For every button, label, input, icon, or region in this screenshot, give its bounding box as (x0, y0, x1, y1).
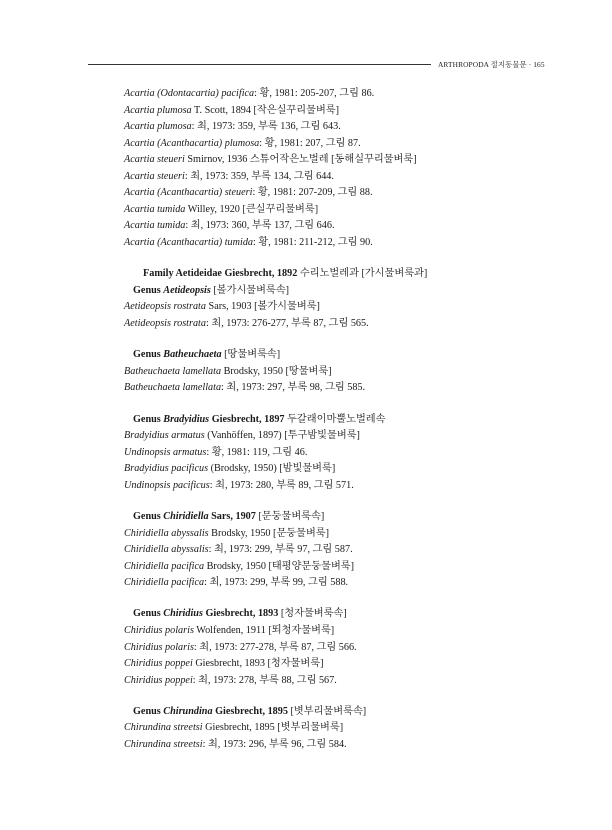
citation-line (124, 478, 354, 494)
authority-text: Smirnov, 1936 스튜어작은노벌레 [동해실꾸리물벼룩] (184, 154, 417, 166)
species-name: Bradyidius armatus (124, 430, 205, 441)
species-entry (124, 428, 360, 444)
species-name: Chiridius poppei (124, 674, 193, 686)
genus-heading (133, 509, 324, 525)
genus-prefix: Genus (133, 608, 164, 620)
authority-text: Wolfenden, 1911 [뙤청자물벼룩] (193, 624, 335, 636)
genus-korean-name: [땅물벼룩속] (221, 349, 281, 361)
genus-label (133, 349, 222, 360)
citation-line (124, 316, 369, 332)
species-name: Acartia plumosa (124, 121, 192, 133)
citation-text: : 최, 1973: 277-278, 부록 87, 그림 566. (193, 641, 357, 653)
species-name: Acartia tumida (124, 220, 186, 232)
genus-name: Batheuchaeta (163, 349, 222, 361)
citation-text: : 최, 1973: 278, 부록 88, 그림 567. (192, 674, 337, 686)
species-entry (124, 202, 318, 218)
genus-label (133, 608, 278, 619)
species-entry (124, 461, 335, 477)
genus-label (133, 706, 288, 717)
genus-heading (133, 704, 366, 720)
genus-heading (133, 283, 289, 299)
species-name: Acartia (Acanthacartia) steueri (124, 187, 253, 199)
genus-name: Chiridius (163, 608, 203, 620)
authority-text: Giesbrecht, 1893 [청자물벼룩] (192, 658, 324, 669)
species-entry (124, 656, 323, 672)
genus-korean-name: [볼가시물벼룩속] (210, 284, 290, 296)
family-korean-name: 수리노벌레과 [가시물벼룩과] (297, 268, 428, 280)
header-rule (88, 64, 431, 65)
species-entry (124, 364, 332, 380)
genus-authority: Sars, 1907 (208, 510, 256, 522)
species-entry (124, 103, 339, 119)
citation-text: : 황, 1981: 211-212, 그림 90. (253, 237, 373, 248)
citation-line (124, 235, 373, 251)
species-name: Aetideopsis rostrata (124, 317, 206, 329)
species-name: Chiridius polaris (124, 624, 194, 636)
authority-text: (Brodsky, 1950) [밤빛물벼룩] (208, 463, 336, 475)
genus-prefix: Genus (133, 349, 164, 361)
citation-text: : 황, 1981: 207, 그림 87. (259, 137, 361, 149)
citation-line (124, 169, 334, 185)
genus-name: Chiridiella (163, 510, 209, 522)
citation-text: : 황, 1981: 119, 그림 46. (206, 446, 308, 458)
genus-label (133, 511, 256, 522)
genus-prefix: Genus (133, 510, 164, 522)
species-name: Chirundina streetsi (124, 738, 203, 750)
genus-name: Chirundina (163, 705, 213, 717)
authority-text: Brodsky, 1950 [땅물벼룩] (221, 365, 332, 377)
species-name: Batheuchaeta lamellata (124, 382, 222, 394)
citation-text: : 최, 1973: 359, 부록 136, 그림 643. (191, 121, 341, 133)
citation-line (124, 185, 373, 201)
genus-authority: Giesbrecht, 1893 (202, 608, 279, 620)
species-entry (124, 152, 417, 168)
genus-prefix: Genus (133, 705, 164, 717)
species-name: Acartia (Acanthacartia) tumida (124, 237, 254, 248)
citation-text: : 최, 1973: 299, 부록 99, 그림 588. (204, 577, 349, 589)
genus-name: Aetideopsis (163, 284, 211, 296)
species-name: Bradyidius pacificus (124, 463, 209, 475)
running-head: ARTHROPODA 절지동물문 · 165 (438, 60, 545, 69)
genus-korean-name: 두갈래이마뿔노벌레속 (284, 413, 386, 425)
species-name: Chiridiella abyssalis (124, 544, 209, 555)
citation-line (124, 640, 357, 656)
species-name: Chiridius poppei (124, 658, 193, 669)
citation-line (124, 445, 307, 461)
species-name: Acartia steueri (124, 170, 185, 182)
citation-text: : 최, 1973: 299, 부록 97, 그림 587. (208, 544, 353, 555)
genus-name: Bradyidius (163, 413, 210, 425)
citation-line (124, 218, 335, 234)
citation-line (124, 119, 341, 135)
citation-text: : 최, 1973: 296, 부록 96, 그림 584. (202, 738, 347, 750)
species-name: Undinopsis armatus (124, 446, 207, 458)
genus-heading (133, 412, 386, 428)
citation-line (124, 542, 353, 558)
authority-text: (Vanhöffen, 1897) [투구밤빛물벼룩] (204, 430, 360, 441)
family-heading (143, 266, 427, 282)
citation-text: : 황, 1981: 207-209, 그림 88. (252, 187, 373, 199)
citation-line (124, 136, 361, 152)
citation-line (124, 575, 348, 591)
species-name: Acartia steueri (124, 154, 185, 166)
species-name: Batheuchaeta lamellata (124, 365, 222, 377)
genus-korean-name: [청자물벼룩속] (278, 608, 347, 620)
species-name: Chiridiella pacifica (124, 577, 205, 589)
species-name: Acartia (Acanthacartia) plumosa (124, 137, 260, 149)
species-name: Acartia tumida (124, 203, 186, 215)
citation-line (124, 673, 337, 689)
species-entry (124, 623, 334, 639)
genus-prefix: Genus (133, 413, 164, 425)
citation-text: : 황, 1981: 205-207, 그림 86. (254, 88, 375, 99)
species-name: Chiridiella pacifica (124, 560, 205, 572)
genus-korean-name: [문둥물벼룩속] (255, 510, 325, 522)
authority-text: T. Scott, 1894 [작은실꾸리물벼룩] (191, 104, 340, 116)
genus-heading (133, 606, 347, 622)
species-entry (124, 299, 320, 315)
citation-text: : 최, 1973: 297, 부록 98, 그림 585. (221, 382, 366, 394)
authority-text: Sars, 1903 [볼가시물벼룩] (205, 301, 320, 313)
citation-text: : 최, 1973: 360, 부록 137, 그림 646. (185, 220, 335, 232)
citation-line (124, 86, 374, 102)
family-name: Family Aetideidae Giesbrecht, 1892 (143, 268, 298, 280)
species-name: Chiridiella abyssalis (124, 527, 209, 539)
species-name: Undinopsis pacificus (124, 479, 210, 491)
authority-text: Brodsky, 1950 [문둥물벼룩] (208, 527, 330, 539)
species-name: Chiridius polaris (124, 641, 194, 653)
authority-text: Willey, 1920 [큰실꾸리물벼룩] (185, 203, 319, 215)
species-name: Acartia (Odontacartia) pacifica (124, 88, 255, 99)
genus-label (133, 414, 285, 425)
citation-text: : 최, 1973: 280, 부록 89, 그림 571. (209, 479, 354, 491)
citation-line (124, 737, 347, 753)
genus-prefix: Genus (133, 284, 164, 296)
genus-korean-name: [볏부리물벼룩속] (287, 705, 367, 717)
species-name: Chirundina streetsi (124, 722, 203, 734)
species-name: Aetideopsis rostrata (124, 301, 206, 313)
genus-authority: Giesbrecht, 1895 (212, 705, 288, 717)
genus-authority: Giesbrecht, 1897 (209, 413, 285, 425)
citation-text: : 최, 1973: 276-277, 부록 87, 그림 565. (205, 317, 369, 329)
citation-text: : 최, 1973: 359, 부록 134, 그림 644. (184, 170, 334, 182)
authority-text: Brodsky, 1950 [태평양문둥물벼룩] (204, 560, 355, 572)
species-entry (124, 526, 329, 542)
genus-heading (133, 347, 280, 363)
authority-text: Giesbrecht, 1895 [볏부리물벼룩] (202, 722, 344, 734)
species-entry (124, 720, 343, 736)
species-entry (124, 559, 354, 575)
citation-line (124, 380, 365, 396)
species-name: Acartia plumosa (124, 104, 192, 116)
genus-label (133, 285, 211, 296)
